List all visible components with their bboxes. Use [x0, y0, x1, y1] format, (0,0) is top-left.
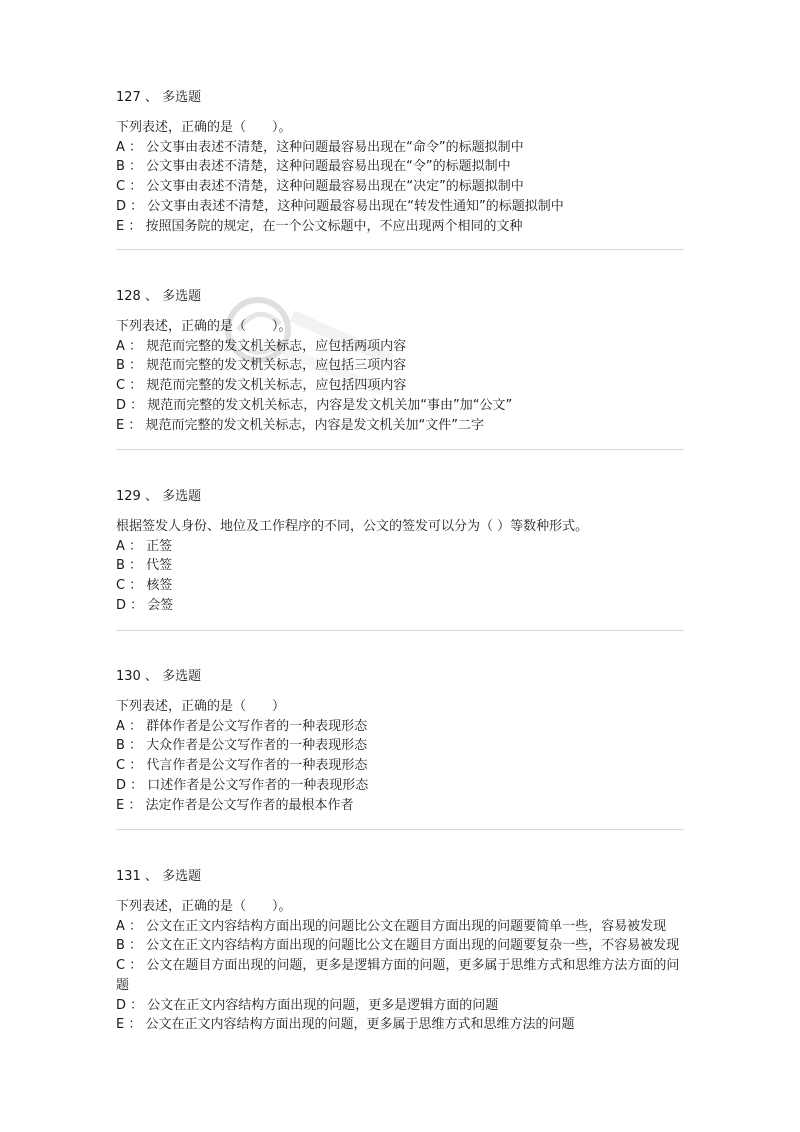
question-stem: 下列表述，正确的是（ ） — [116, 699, 286, 714]
question-stem: 下列表述，正确的是（ ）。 — [116, 899, 292, 914]
question-header: 128 、 多选题 — [116, 289, 202, 304]
option-c: C ： 代言作者是公文写作者的一种表现形态 — [116, 758, 368, 774]
option-b: B ： 规范而完整的发文机关标志，应包括三项内容 — [116, 358, 407, 374]
question-128 — [116, 287, 684, 435]
option-d: D ： 公文事由表述不清楚，这种问题最容易出现在“转发性通知”的标题拟制中 — [116, 198, 564, 214]
question-header: 127 、 多选题 — [116, 90, 202, 105]
option-a: A ： 正签 — [116, 538, 173, 554]
option-a: A ： 公文在正文内容结构方面出现的问题比公文在题目方面出现的问题要简单一些，容易被发现 — [116, 918, 667, 934]
option-b: B ： 代签 — [116, 558, 173, 574]
option-a: A ： 群体作者是公文写作者的一种表现形态 — [116, 718, 368, 734]
option-c: C ： 核签 — [116, 578, 173, 594]
question-divider — [116, 449, 684, 450]
question-131 — [116, 867, 684, 1035]
question-129 — [116, 487, 684, 616]
option-a: A ： 公文事由表述不清楚，这种问题最容易出现在“命令”的标题拟制中 — [116, 139, 524, 155]
question-header: 129 、 多选题 — [116, 489, 202, 504]
question-stem: 下列表述，正确的是（ ）。 — [116, 120, 292, 135]
option-d: D ： 公文在正文内容结构方面出现的问题，更多是逻辑方面的问题 — [116, 997, 499, 1013]
question-stem: 下列表述，正确的是（ ）。 — [116, 319, 292, 334]
question-stem: 根据签发人身份、地位及工作程序的不同，公文的签发可以分为（ ）等数种形式。 — [116, 519, 589, 534]
option-e: E ： 规范而完整的发文机关标志，内容是发文机关加“文件”二字 — [116, 417, 484, 433]
option-b: B ： 公文事由表述不清楚，这种问题最容易出现在“令”的标题拟制中 — [116, 159, 511, 175]
option-d: D ： 口述作者是公文写作者的一种表现形态 — [116, 777, 369, 793]
option-e: E ： 按照国务院的规定，在一个公文标题中，不应出现两个相同的文种 — [116, 218, 523, 234]
option-a: A ： 规范而完整的发文机关标志，应包括两项内容 — [116, 338, 407, 354]
option-e: E ： 法定作者是公文写作者的最根本作者 — [116, 797, 354, 813]
question-127 — [116, 88, 684, 236]
option-d: D ： 会签 — [116, 597, 174, 613]
option-c: C ： 规范而完整的发文机关标志，应包括四项内容 — [116, 378, 407, 394]
option-b: B ： 大众作者是公文写作者的一种表现形态 — [116, 738, 368, 754]
question-divider — [116, 829, 684, 830]
option-b: B ： 公文在正文内容结构方面出现的问题比公文在题目方面出现的问题要复杂一些，不容易被发现 — [116, 938, 680, 954]
option-d: D ： 规范而完整的发文机关标志，内容是发文机关加“事由”加“公文” — [116, 397, 513, 413]
question-header: 131 、 多选题 — [116, 869, 202, 884]
option-c: C ： 公文在题目方面出现的问题，更多是逻辑方面的问题，更多属于思维方式和思维方法方面的问题 — [116, 958, 680, 993]
question-divider — [116, 630, 684, 631]
question-header: 130 、 多选题 — [116, 669, 202, 684]
question-divider — [116, 249, 684, 250]
question-130 — [116, 667, 684, 815]
option-c: C ： 公文事由表述不清楚，这种问题最容易出现在“决定”的标题拟制中 — [116, 179, 524, 195]
option-e: E ： 公文在正文内容结构方面出现的问题，更多属于思维方式和思维方法的问题 — [116, 1017, 575, 1033]
